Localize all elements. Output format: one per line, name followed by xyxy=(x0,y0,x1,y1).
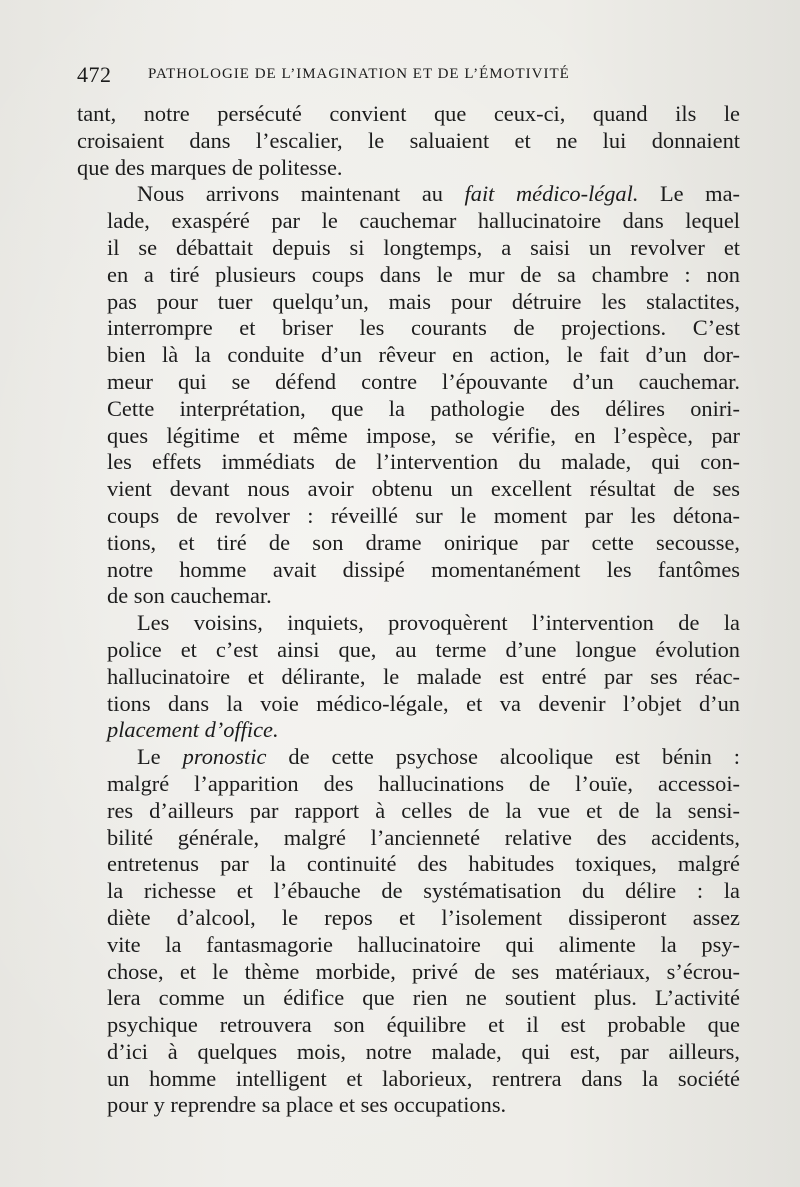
text-line: malgré l’apparition des hallucinations de l’ouïe, accessoi- xyxy=(107,770,740,796)
text-line: les effets immédiats de l’intervention du malade, qui con- xyxy=(107,449,740,475)
text-line: vite la fantasmagorie hallucinatoire qui alimente la psy- xyxy=(107,931,740,957)
text-line: chose, et le thème morbide, privé de ses matériaux, s’écrou- xyxy=(107,958,740,984)
text-line: Nous arrivons maintenant au fait médico-légal. Le ma- xyxy=(137,181,740,207)
text-line: diète d’alcool, le repos et l’isolement dissiperont assez xyxy=(107,904,740,930)
text-line: interrompre et briser les courants de projections. C’est xyxy=(107,315,740,341)
page-number: 472 xyxy=(77,62,112,87)
text-line: tions, et tiré de son drame onirique par cette secousse, xyxy=(107,529,740,555)
paragraph xyxy=(77,181,740,610)
paragraph xyxy=(77,101,740,181)
text-line: tant, notre persécuté convient que ceux-ci, quand ils le xyxy=(77,101,740,126)
text-line: croisaient dans l’escalier, le saluaient et ne lui donnaient xyxy=(77,127,740,153)
text-line: que des marques de politesse. xyxy=(77,154,343,180)
text-line xyxy=(77,717,740,744)
text-line: il se débattait depuis si longtemps, a saisi un revolver et xyxy=(107,234,740,260)
text-line: un homme intelligent et laborieux, rentrera dans la société xyxy=(107,1065,740,1091)
paragraph xyxy=(77,610,740,744)
text-line: res d’ailleurs par rapport à celles de la vue et de la sensi- xyxy=(107,797,740,823)
text-line: Le pronostic de cette psychose alcoolique est bénin : xyxy=(137,744,740,770)
italic-text: fait médico-légal. xyxy=(464,181,639,207)
text-line: police et c’est ainsi que, au terme d’une longue évolution xyxy=(107,636,740,662)
text-line: meur qui se défend contre l’épouvante d’un cauchemar. xyxy=(107,368,740,394)
text-line: bilité générale, malgré l’ancienneté relative des accidents, xyxy=(107,824,740,850)
paragraph xyxy=(77,744,740,1119)
text-line: d’ici à quelques mois, notre malade, qui est, par ailleurs, xyxy=(107,1038,740,1064)
text-line: pas pour tuer quelqu’un, mais pour détruire les stalactites, xyxy=(107,288,740,314)
text-line: Cette interprétation, que la pathologie des délires oniri- xyxy=(107,395,740,421)
text-line: vient devant nous avoir obtenu un excellent résultat de ses xyxy=(107,476,740,502)
text-line: hallucinatoire et délirante, le malade est entré par ses réac- xyxy=(107,663,740,689)
text-line: lera comme un édifice que rien ne soutient plus. L’activité xyxy=(107,985,740,1011)
text-line: la richesse et l’ébauche de systématisation du délire : la xyxy=(107,878,740,904)
text-line: pour y reprendre sa place et ses occupations. xyxy=(107,1092,507,1118)
italic-text: pronostic xyxy=(182,744,267,770)
text-line: bien là la conduite d’un rêveur en action, le fait d’un dor- xyxy=(107,342,740,368)
page-header xyxy=(77,62,747,92)
text-line: Les voisins, inquiets, provoquèrent l’intervention de la xyxy=(137,610,740,636)
running-title: PATHOLOGIE DE L’IMAGINATION ET DE L’ÉMOTIVITÉ xyxy=(148,66,570,82)
text-line: tions dans la voie médico-légale, et va devenir l’objet d’un xyxy=(107,690,740,716)
text-line: coups de revolver : réveillé sur le moment par les détona- xyxy=(107,502,740,528)
body-text xyxy=(77,101,740,1119)
text-line: lade, exaspéré par le cauchemar hallucinatoire dans lequel xyxy=(107,208,740,234)
text-line: notre homme avait dissipé momentanément les fantômes xyxy=(107,556,740,582)
text-line: entretenus par la continuité des habitudes toxiques, malgré xyxy=(107,851,740,877)
text-line: psychique retrouvera son équilibre et il est probable que xyxy=(107,1012,740,1038)
text-line: de son cauchemar. xyxy=(107,583,272,609)
text-line: ques légitime et même impose, se vérifie, en l’espèce, par xyxy=(107,422,740,448)
italic-text: placement d’office. xyxy=(107,717,279,743)
text-line: en a tiré plusieurs coups dans le mur de sa chambre : non xyxy=(107,261,740,287)
